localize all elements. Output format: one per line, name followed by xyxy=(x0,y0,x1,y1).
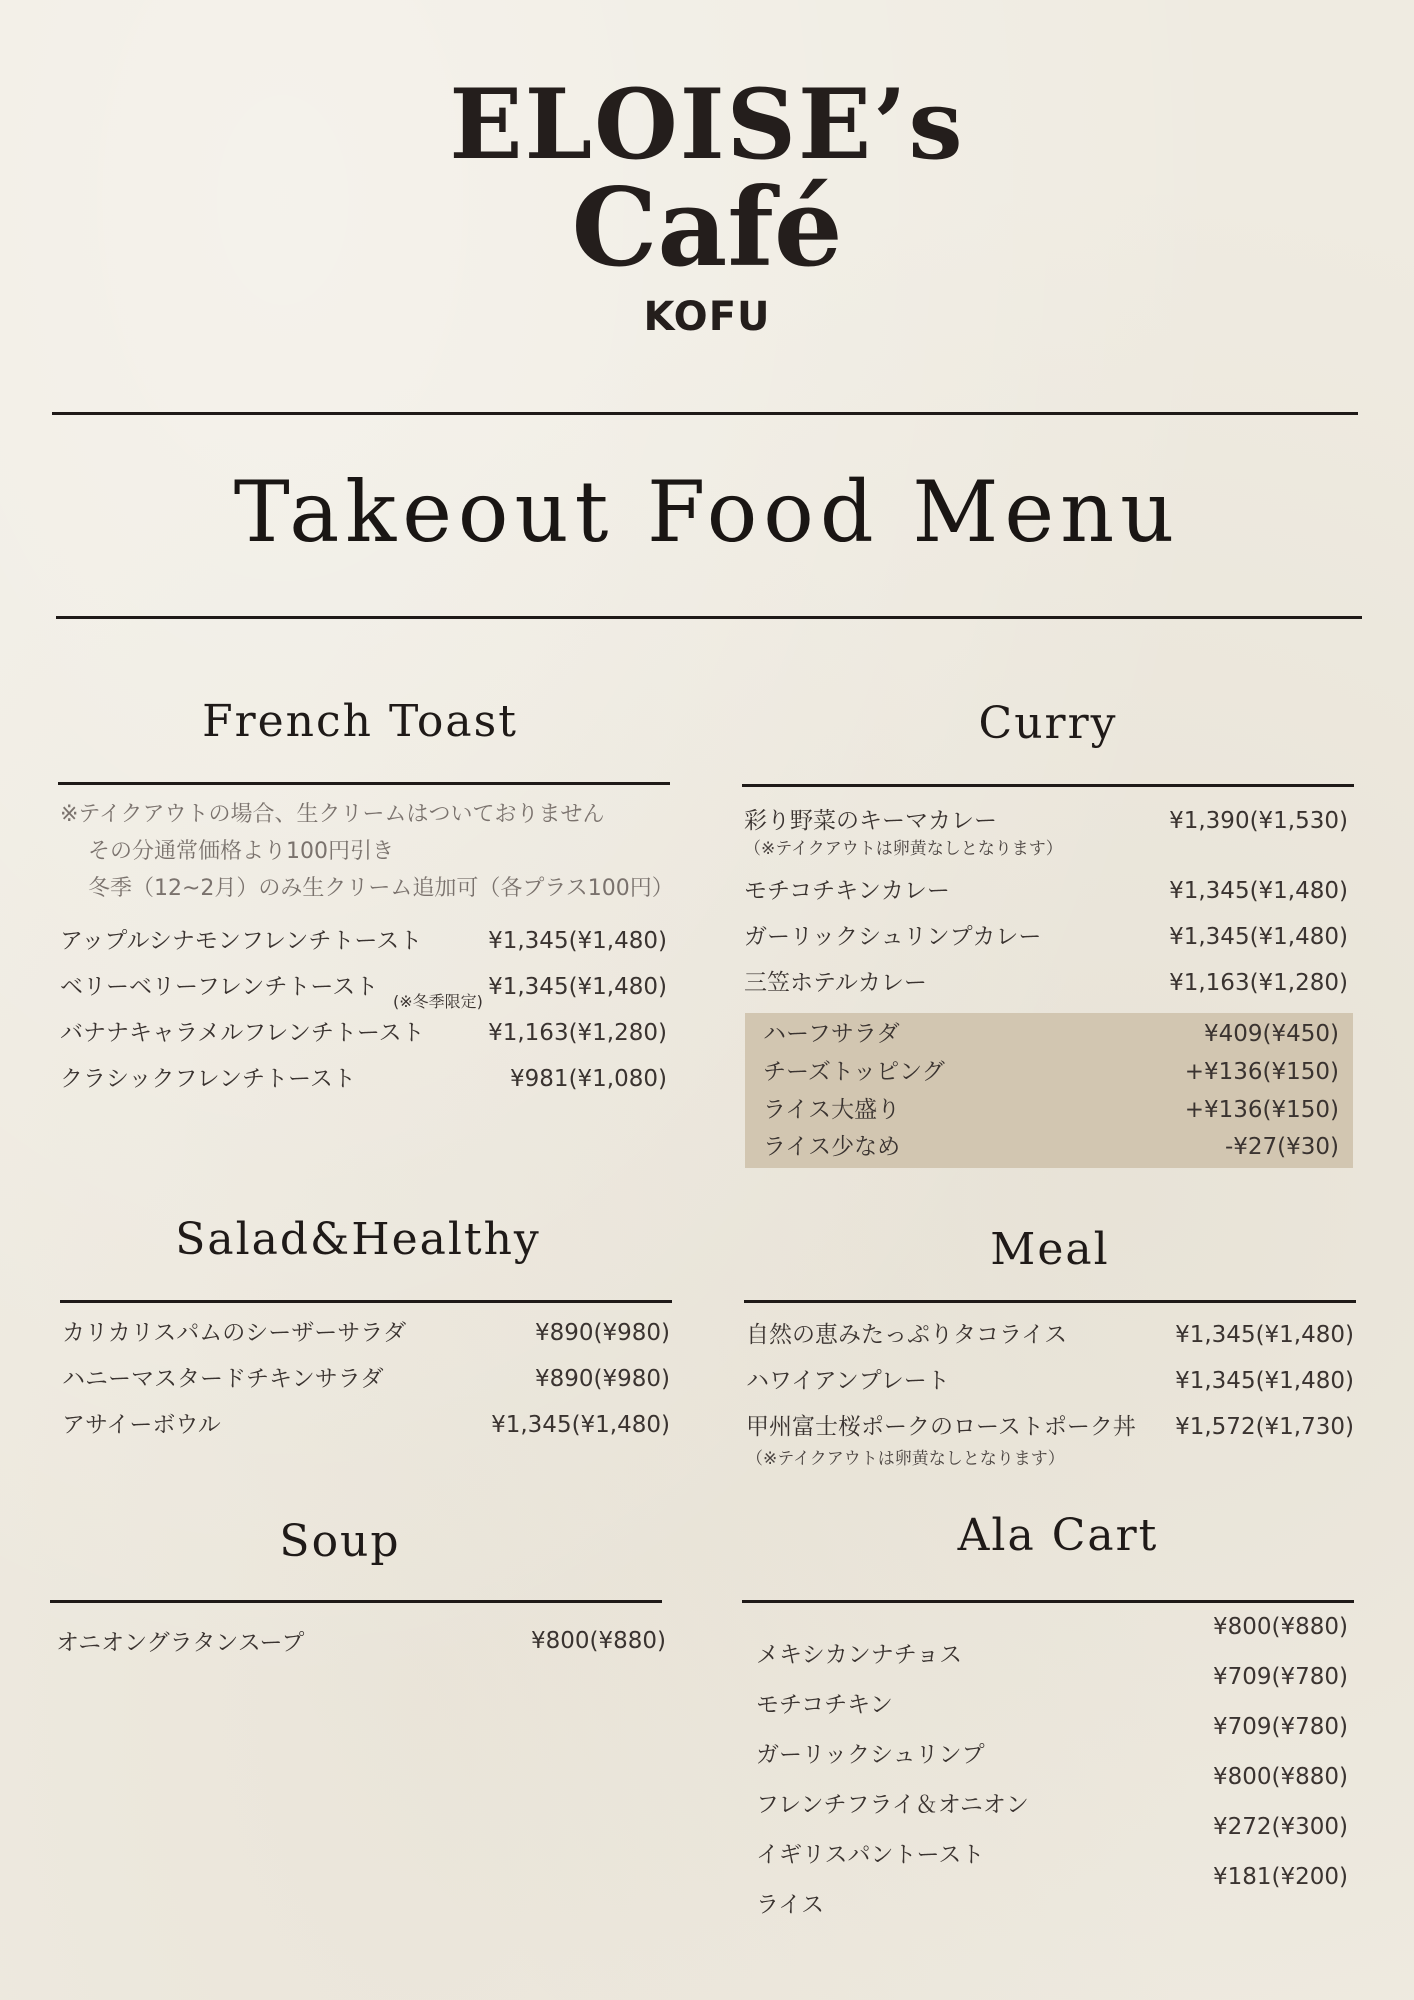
menu-item-price: ¥890(¥980) xyxy=(534,1320,670,1346)
menu-item-note: （※テイクアウトは卵黄なしとなります） xyxy=(744,839,1063,859)
ala-cart-item-price: ¥709(¥780) xyxy=(1212,1664,1348,1690)
option-name: ハーフサラダ xyxy=(763,1021,900,1047)
option-price: -¥27(¥30) xyxy=(1224,1134,1339,1160)
section-title-salad: Salad&Healthy xyxy=(175,1214,541,1265)
menu-item-name: ハニーマスタードチキンサラダ xyxy=(62,1366,384,1392)
ala-cart-item-name: メキシカンナチョス xyxy=(756,1642,963,1668)
menu-item-price: ¥890(¥980) xyxy=(534,1366,670,1392)
menu-item-name: ガーリックシュリンプカレー xyxy=(744,924,1042,950)
menu-item-note: （※テイクアウトは卵黄なしとなります） xyxy=(746,1449,1065,1469)
french-toast-note-2: その分通常価格より100円引き xyxy=(88,839,394,864)
menu-item-price: ¥1,390(¥1,530) xyxy=(1169,808,1348,834)
ala-cart-item-name: フレンチフライ＆オニオン xyxy=(756,1792,1029,1818)
menu-item-price: ¥1,163(¥1,280) xyxy=(488,1020,667,1046)
section-rule-meal xyxy=(744,1300,1356,1303)
menu-item-name: アップルシナモンフレンチトースト xyxy=(60,928,423,954)
menu-item-name: 彩り野菜のキーマカレー xyxy=(744,808,997,834)
section-rule-french-toast xyxy=(58,782,670,785)
brand-location: KOFU xyxy=(643,294,771,340)
option-name: ライス大盛り xyxy=(763,1097,901,1123)
ala-cart-item-name: ガーリックシュリンプ xyxy=(756,1742,985,1768)
menu-item-name: 自然の恵みたっぷりタコライス xyxy=(746,1322,1068,1348)
menu-item-name: クラシックフレンチトースト xyxy=(60,1066,356,1092)
menu-item-price: ¥1,345(¥1,480) xyxy=(1175,1368,1354,1394)
menu-item-name: 三笠ホテルカレー xyxy=(744,970,927,996)
header-divider-bottom xyxy=(56,616,1362,619)
ala-cart-item-name: イギリスパントースト xyxy=(756,1842,985,1868)
french-toast-note-1: ※テイクアウトの場合、生クリームはついておりません xyxy=(60,802,605,827)
section-rule-ala-cart xyxy=(742,1600,1354,1603)
brand-name: ELOISE’s xyxy=(449,68,965,181)
winter-limited-tag: (※冬季限定) xyxy=(393,992,483,1011)
section-rule-salad xyxy=(60,1300,672,1303)
option-name: チーズトッピング xyxy=(763,1059,945,1085)
option-price: ¥409(¥450) xyxy=(1203,1021,1339,1047)
menu-item-price: ¥981(¥1,080) xyxy=(510,1066,667,1092)
section-rule-curry xyxy=(742,784,1354,787)
menu-item-price: ¥800(¥880) xyxy=(530,1628,666,1654)
page-title: Takeout Food Menu xyxy=(233,463,1181,561)
section-title-soup: Soup xyxy=(279,1516,401,1567)
menu-item-name: 甲州富士桜ポークのローストポーク丼 xyxy=(746,1414,1136,1440)
menu-item-name: バナナキャラメルフレンチトースト xyxy=(60,1020,425,1046)
french-toast-note-3: 冬季（12~2月）のみ生クリーム追加可（各プラス100円） xyxy=(88,876,674,901)
menu-item-name: モチコチキンカレー xyxy=(744,878,950,904)
menu-item-name: ハワイアンプレート xyxy=(746,1368,950,1394)
header-divider-top xyxy=(52,412,1358,415)
menu-item-price: ¥1,345(¥1,480) xyxy=(1175,1322,1354,1348)
ala-cart-item-name: ライス xyxy=(756,1892,825,1918)
ala-cart-item-price: ¥709(¥780) xyxy=(1212,1714,1348,1740)
menu-item-name: アサイーボウル xyxy=(62,1412,221,1438)
menu-item-price: ¥1,345(¥1,480) xyxy=(488,928,667,954)
option-name: ライス少なめ xyxy=(763,1134,901,1160)
ala-cart-item-price: ¥800(¥880) xyxy=(1212,1764,1348,1790)
section-title-ala-cart: Ala Cart xyxy=(957,1510,1159,1561)
menu-item-price: ¥1,345(¥1,480) xyxy=(488,974,667,1000)
option-price: +¥136(¥150) xyxy=(1184,1059,1339,1085)
menu-item-name: カリカリスパムのシーザーサラダ xyxy=(62,1320,407,1346)
ala-cart-item-price: ¥272(¥300) xyxy=(1212,1814,1348,1840)
brand-cafe: Café xyxy=(571,165,843,291)
option-price: +¥136(¥150) xyxy=(1184,1097,1339,1123)
ala-cart-item-price: ¥181(¥200) xyxy=(1212,1864,1348,1890)
menu-item-price: ¥1,572(¥1,730) xyxy=(1175,1414,1354,1440)
curry-options-box xyxy=(745,1013,1353,1168)
section-title-curry: Curry xyxy=(978,698,1118,749)
menu-item-name: オニオングラタンスープ xyxy=(56,1630,305,1656)
menu-item-name: ベリーベリーフレンチトースト xyxy=(60,974,379,1000)
section-title-french-toast: French Toast xyxy=(202,696,518,747)
menu-item-price: ¥1,345(¥1,480) xyxy=(1169,878,1348,904)
ala-cart-item-price: ¥800(¥880) xyxy=(1212,1614,1348,1640)
menu-item-price: ¥1,163(¥1,280) xyxy=(1169,970,1348,996)
section-title-meal: Meal xyxy=(990,1224,1110,1275)
section-rule-soup xyxy=(50,1600,662,1603)
menu-item-price: ¥1,345(¥1,480) xyxy=(1169,924,1348,950)
ala-cart-item-name: モチコチキン xyxy=(756,1692,893,1718)
menu-item-price: ¥1,345(¥1,480) xyxy=(491,1412,670,1438)
